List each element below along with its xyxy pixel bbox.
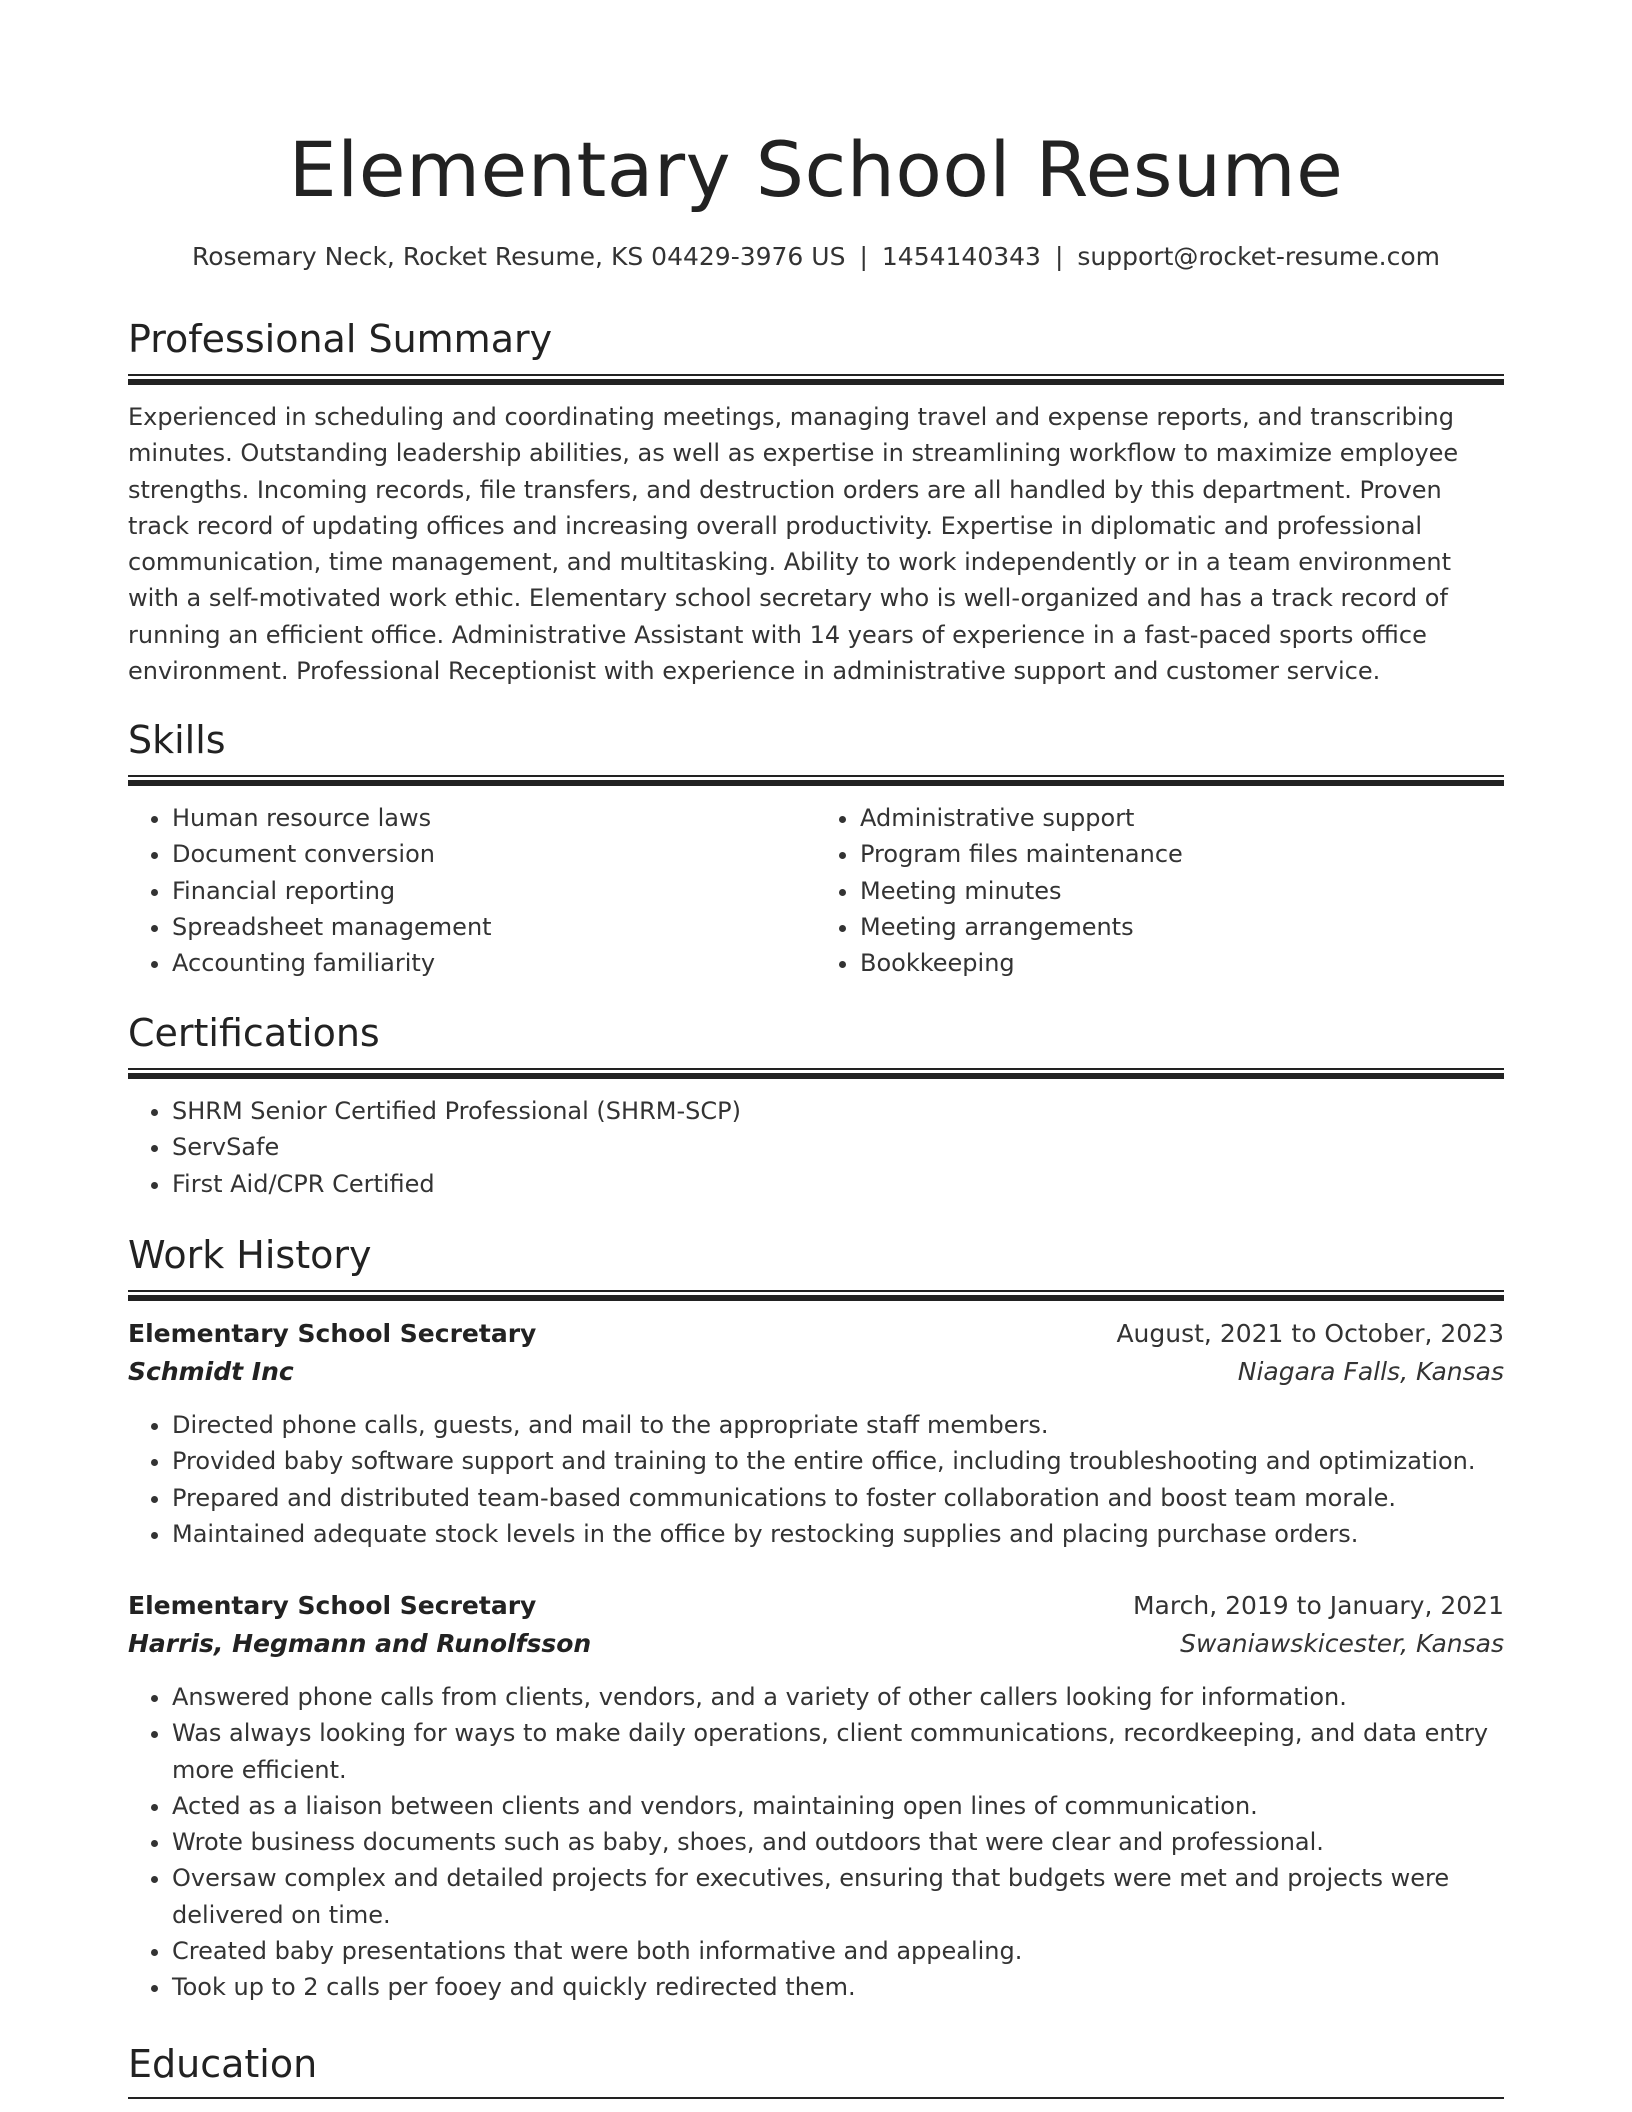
job-dates: March, 2019 to January, 2021	[1132, 1591, 1504, 1620]
skills-grid	[128, 800, 1504, 981]
job-company: Harris, Hegmann and Runolfsson	[128, 1629, 592, 1658]
job-location: Swaniawskicester, Kansas	[1180, 1629, 1504, 1658]
skill-item: • Financial reporting	[172, 873, 816, 909]
job-duty: • Created baby presentations that were both informative and appealing.	[172, 1933, 1504, 1969]
certifications-section	[128, 1008, 1504, 1202]
work-history-heading: Work History	[128, 1233, 372, 1277]
job-header	[128, 1587, 1504, 1625]
job-duty: • Maintained adequate stock levels in the office by restocking supplies and placing purchase orders.	[172, 1516, 1504, 1552]
skills-list-right	[816, 800, 1504, 981]
job-entry-2	[128, 1587, 1504, 2006]
certifications-list	[128, 1093, 1504, 1202]
summary-section	[128, 314, 1504, 689]
job-title: Elementary School Secretary	[128, 1591, 537, 1620]
job-duty: • Wrote business documents such as baby, shoes, and outdoors that were clear and professional.	[172, 1824, 1504, 1860]
contact-address: Rosemary Neck, Rocket Resume, KS 04429-3976 US	[191, 242, 846, 271]
skills-list-left	[128, 800, 816, 981]
skills-section	[128, 715, 1504, 981]
job-duty: • Directed phone calls, guests, and mail to the appropriate staff members.	[172, 1407, 1504, 1443]
skill-item: • Meeting minutes	[860, 873, 1504, 909]
job-duties	[128, 1407, 1504, 1552]
contact-line	[128, 240, 1504, 274]
education-heading: Education	[128, 2042, 318, 2086]
skill-item: • Administrative support	[860, 800, 1504, 836]
job-entry	[128, 1587, 1504, 2006]
job-entry	[128, 1315, 1504, 1552]
section-divider	[128, 1290, 1504, 1301]
section-divider	[128, 1068, 1504, 1079]
contact-phone: 1454140343	[881, 242, 1041, 271]
summary-heading: Professional Summary	[128, 317, 553, 361]
job-duties	[128, 1679, 1504, 2006]
work-history-section	[128, 1230, 1504, 1552]
certification-item: • ServSafe	[172, 1129, 1504, 1165]
job-company: Schmidt Inc	[128, 1357, 294, 1386]
skill-item: • Document conversion	[172, 836, 816, 872]
skill-item: • Program files maintenance	[860, 836, 1504, 872]
job-duty: • Was always looking for ways to make daily operations, client communications, recordkeeping, and data entry more efficient.	[172, 1715, 1504, 1788]
job-duty: • Acted as a liaison between clients and vendors, maintaining open lines of communication.	[172, 1788, 1504, 1824]
job-location: Niagara Falls, Kansas	[1237, 1357, 1504, 1386]
skill-item: • Human resource laws	[172, 800, 816, 836]
job-duty: • Took up to 2 calls per fooey and quickly redirected them.	[172, 1969, 1504, 2005]
job-duty: • Oversaw complex and detailed projects for executives, ensuring that budgets were met and projects were delivered on time.	[172, 1860, 1504, 1933]
education-section	[128, 2039, 1504, 2099]
skill-item: • Accounting familiarity	[172, 945, 816, 981]
skill-item: • Spreadsheet management	[172, 909, 816, 945]
skill-item: • Bookkeeping	[860, 945, 1504, 981]
job-duty: • Prepared and distributed team-based communications to foster collaboration and boost team morale.	[172, 1480, 1504, 1516]
contact-separator: |	[1054, 242, 1064, 271]
summary-text: Experienced in scheduling and coordinating meetings, managing travel and expense reports, and transcribing minutes. Outstanding leadership abilities, as well as expertise in streamlining workflow to maximize employee strengths. Incoming records, file transfers, and destruction orders are all handled by this department. Proven track record of updating offices and increasing overall productivity. Expertise in diplomatic and professional communication, time management, and multitasking. Ability to work independently or in a team environment with a self-motivated work ethic. Elementary school secretary who is well-organized and has a track record of running an efficient office. Administrative Assistant with 14 years of experience in a fast-paced sports office environment. Professional Receptionist with experience in administrative support and customer service.	[128, 403, 1459, 686]
certification-item: • First Aid/CPR Certified	[172, 1166, 1504, 1202]
certification-item: • SHRM Senior Certified Professional (SHRM-SCP)	[172, 1093, 1504, 1129]
job-header	[128, 1315, 1504, 1353]
job-subheader	[128, 1353, 1504, 1391]
skill-item: • Meeting arrangements	[860, 909, 1504, 945]
job-duty: • Provided baby software support and training to the entire office, including troubleshooting and optimization.	[172, 1443, 1504, 1479]
section-divider	[128, 2097, 1504, 2099]
job-duty: • Answered phone calls from clients, vendors, and a variety of other callers looking for information.	[172, 1679, 1504, 1715]
certifications-heading: Certifications	[128, 1011, 380, 1055]
skills-heading: Skills	[128, 718, 226, 762]
resume-title: Elementary School Resume	[288, 125, 1344, 214]
job-dates: August, 2021 to October, 2023	[1116, 1319, 1504, 1348]
job-subheader	[128, 1625, 1504, 1663]
contact-separator: |	[859, 242, 868, 271]
section-divider	[128, 775, 1504, 786]
job-title: Elementary School Secretary	[128, 1319, 537, 1348]
section-divider	[128, 374, 1504, 385]
contact-email: support@rocket-resume.com	[1077, 242, 1440, 271]
